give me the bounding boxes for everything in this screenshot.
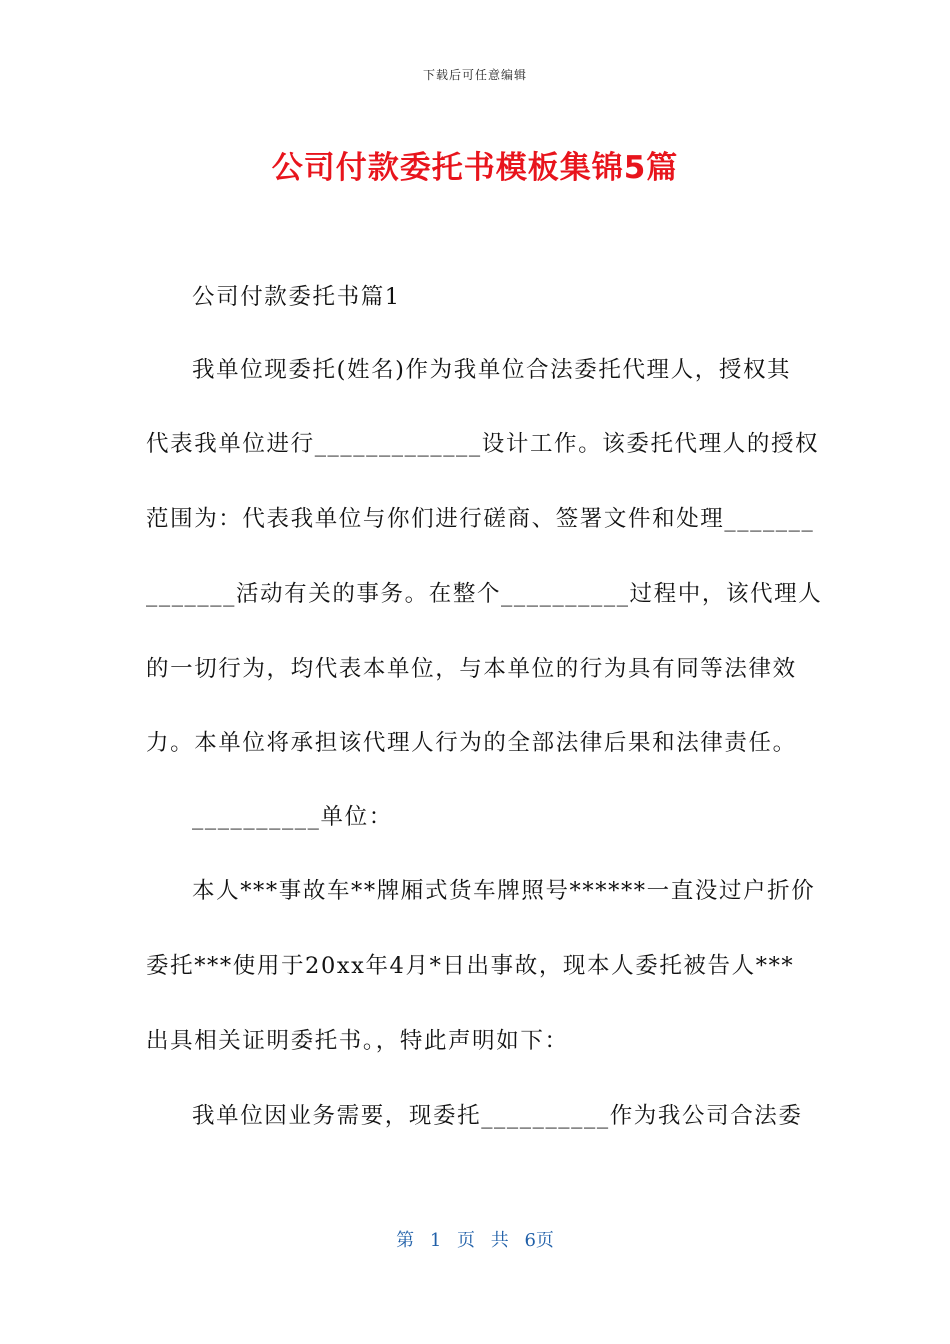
page-footer xyxy=(0,1226,950,1252)
paragraph-line: _______活动有关的事务。在整个__________过程中，该代理人 xyxy=(146,581,823,607)
page-label-prefix: 第 xyxy=(396,1230,415,1251)
total-pages: 6页 xyxy=(524,1230,554,1251)
header-note: 下载后可任意编辑 xyxy=(422,68,527,82)
paragraph-line: 出具相关证明委托书。，特此声明如下： xyxy=(146,1028,569,1054)
paragraph-line: 的一切行为，均代表本单位，与本单位的行为具有同等法律效 xyxy=(146,656,797,682)
page-label-mid: 页 共 xyxy=(457,1230,509,1251)
document-title: 公司付款委托书模板集锦5篇 xyxy=(271,150,679,186)
signature-line: __________单位： xyxy=(192,804,393,830)
paragraph-line: 代表我单位进行_____________设计工作。该委托代理人的授权 xyxy=(146,431,820,457)
paragraph-line: 范围为：代表我单位与你们进行磋商、签署文件和处理_______ xyxy=(146,506,815,532)
paragraph-line: 委托***使用于20xx年4月*日出事故，现本人委托被告人*** xyxy=(146,953,795,979)
page-number: 1 xyxy=(429,1230,442,1251)
paragraph-line: 我单位因业务需要，现委托__________作为我公司合法委 xyxy=(192,1103,803,1129)
section-heading: 公司付款委托书篇1 xyxy=(192,284,401,310)
paragraph-line: 力。本单位将承担该代理人行为的全部法律后果和法律责任。 xyxy=(146,730,797,756)
paragraph-line: 本人***事故车**牌厢式货车牌照号******一直没过户折价 xyxy=(192,878,816,904)
paragraph-line: 我单位现委托(姓名)作为我单位合法委托代理人，授权其 xyxy=(192,357,792,383)
